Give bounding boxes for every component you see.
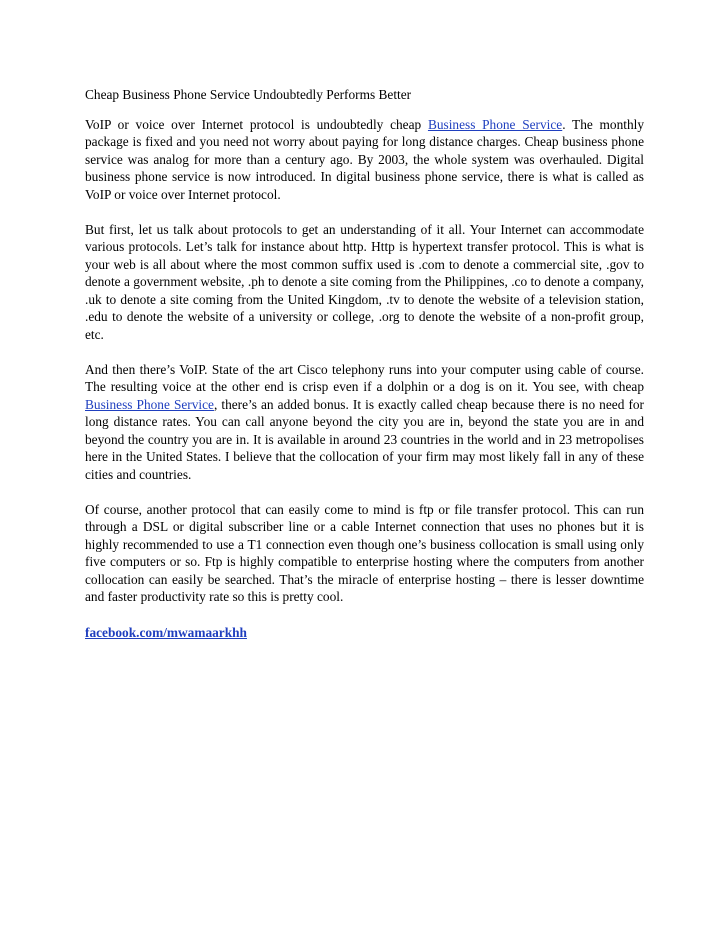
paragraph-text: . The monthly package is fixed and you need not worry about paying for long distance charges. Cheap business phone service was analog for more than a century ago. By 2003, the whole system was overhauled. Digital business phone service is now introduced. In digital business phone service, there is what is called as VoIP or voice over Internet protocol. [85,116,645,202]
paragraph-text: And then there’s VoIP. State of the art Cisco telephony runs into your computer using cable of course. The resulting voice at the other end is crisp even if a dolphin or a dog is on it. You see, with cheap [85,361,644,394]
document-title: Cheap Business Phone Service Undoubtedly Performs Better [85,87,412,102]
business-phone-service-link[interactable]: Business Phone Service [85,396,214,412]
paragraph-protocols: But first, let us talk about protocols to get an understanding of it all. Your Internet can accommodate various protocols. Let’s talk for instance about http. Http is hypertext transfer protocol. This is what is your web is all about where the most common suffix used is .com to denote a commercial site, .gov to denote a government website, .ph to denote a site coming from the Philippines, .co to denote a company, .uk to denote a site coming from the United Kingdom, .tv to denote the website of a television station, .edu to denote the website of a university or college, .org to denote the website of a non-profit group, etc. [85,221,644,342]
paragraph-text: , there’s an added bonus. It is exactly called cheap because there is no need for long distance rates. You can call anyone beyond the city you are in, beyond the state you are in and beyond the country you are in. It is available in around 23 countries in the world and in 23 metropolises here in the United States. I believe that the collocation of your firm may most likely fall in any of these cities and countries. [85,396,645,482]
business-phone-service-link[interactable]: Business Phone Service [427,116,563,132]
paragraph-cisco-voip [85,361,644,484]
paragraph-ftp: Of course, another protocol that can easily come to mind is ftp or file transfer protocol. This can run through a DSL or digital subscriber line or a cable Internet connection that uses no phones but it is highly recommended to use a T1 connection even though one’s business collocation is small using only five computers or so. Ftp is highly compatible to enterprise hosting where the computers from another collocation can easily be searched. That’s the miracle of enterprise hosting – there is lesser downtime and faster productivity rate so this is pretty cool. [85,501,644,604]
document-body [85,86,644,623]
paragraph-voip-intro [85,116,644,204]
facebook-link[interactable]: facebook.com/mwamaarkhh [85,625,247,640]
paragraph-text: VoIP or voice over Internet protocol is undoubtedly cheap [85,116,428,132]
